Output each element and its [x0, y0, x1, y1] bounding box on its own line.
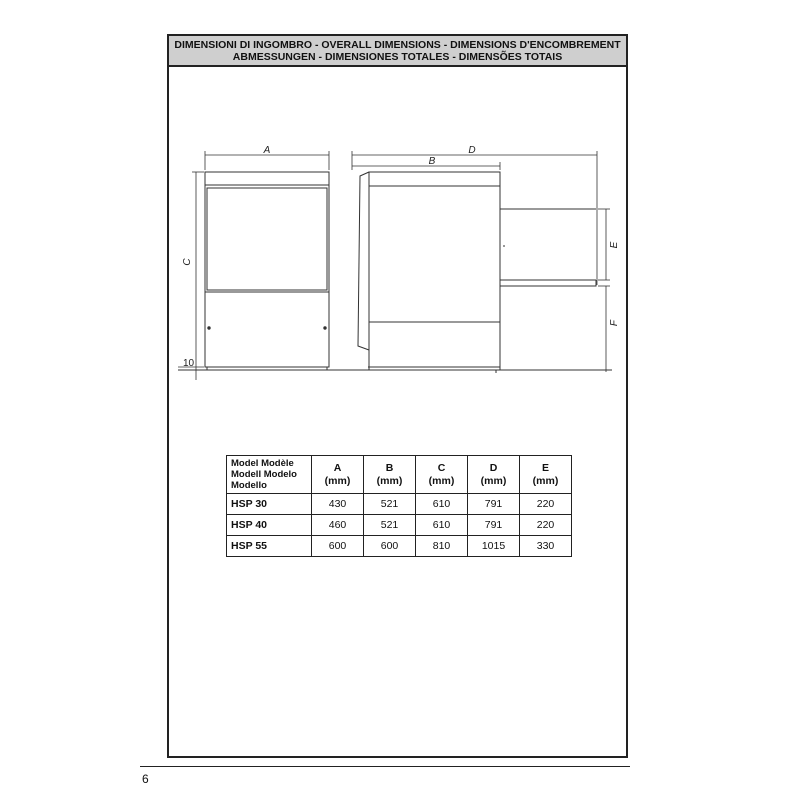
column-letter: E [541, 461, 549, 474]
cell-d: 791 [468, 494, 520, 515]
cell-a: 600 [312, 536, 364, 557]
cell-e: 330 [520, 536, 572, 557]
model-column-header [227, 456, 312, 494]
page-number: 6 [142, 772, 149, 786]
dim-label-d: D [468, 145, 476, 156]
cell-a: 460 [312, 515, 364, 536]
cell-a: 430 [312, 494, 364, 515]
cell-c: 810 [416, 536, 468, 557]
column-header-d [468, 456, 520, 494]
model-header-line: Modello [231, 480, 267, 491]
table-row [227, 536, 572, 557]
side-view [358, 172, 596, 373]
cell-d: 791 [468, 515, 520, 536]
column-unit: (mm) [376, 474, 403, 487]
model-name: HSP 55 [227, 536, 312, 557]
column-unit: (mm) [324, 474, 351, 487]
header-line-2: ABMESSUNGEN - DIMENSIONES TOTALES - DIMENSÕES TOTAIS [232, 51, 563, 63]
column-letter: B [385, 461, 394, 474]
dim-label-c: C [182, 258, 193, 266]
table-row [227, 494, 572, 515]
dim-label-f: F [609, 319, 620, 327]
column-letter: C [437, 461, 446, 474]
dim-label-b: B [428, 156, 436, 167]
column-unit: (mm) [428, 474, 455, 487]
model-name: HSP 40 [227, 515, 312, 536]
column-unit: (mm) [480, 474, 507, 487]
model-header-line: Model Modèle [231, 458, 294, 469]
column-unit: (mm) [532, 474, 559, 487]
cell-c: 610 [416, 494, 468, 515]
dim-label-a: A [263, 145, 271, 156]
cell-b: 600 [364, 536, 416, 557]
cell-e: 220 [520, 494, 572, 515]
dimensions-table [226, 455, 572, 557]
cell-b: 521 [364, 515, 416, 536]
model-name: HSP 30 [227, 494, 312, 515]
cell-e: 220 [520, 515, 572, 536]
dim-label-e: E [609, 241, 620, 249]
table-header-row [227, 456, 572, 494]
column-header-b [364, 456, 416, 494]
table-row [227, 515, 572, 536]
footer-rule [140, 766, 630, 767]
header-line-1: DIMENSIONI DI INGOMBRO - OVERALL DIMENSIONS - DIMENSIONS D'ENCOMBREMENT [174, 39, 621, 51]
dim-label-ten: 10 [183, 358, 195, 369]
column-header-a [312, 456, 364, 494]
cell-d: 1015 [468, 536, 520, 557]
column-header-e [520, 456, 572, 494]
column-header-c [416, 456, 468, 494]
front-view [205, 172, 329, 370]
model-header-line: Modell Modelo [231, 469, 297, 480]
cell-c: 610 [416, 515, 468, 536]
cell-b: 521 [364, 494, 416, 515]
column-letter: D [489, 461, 498, 474]
column-letter: A [333, 461, 342, 474]
